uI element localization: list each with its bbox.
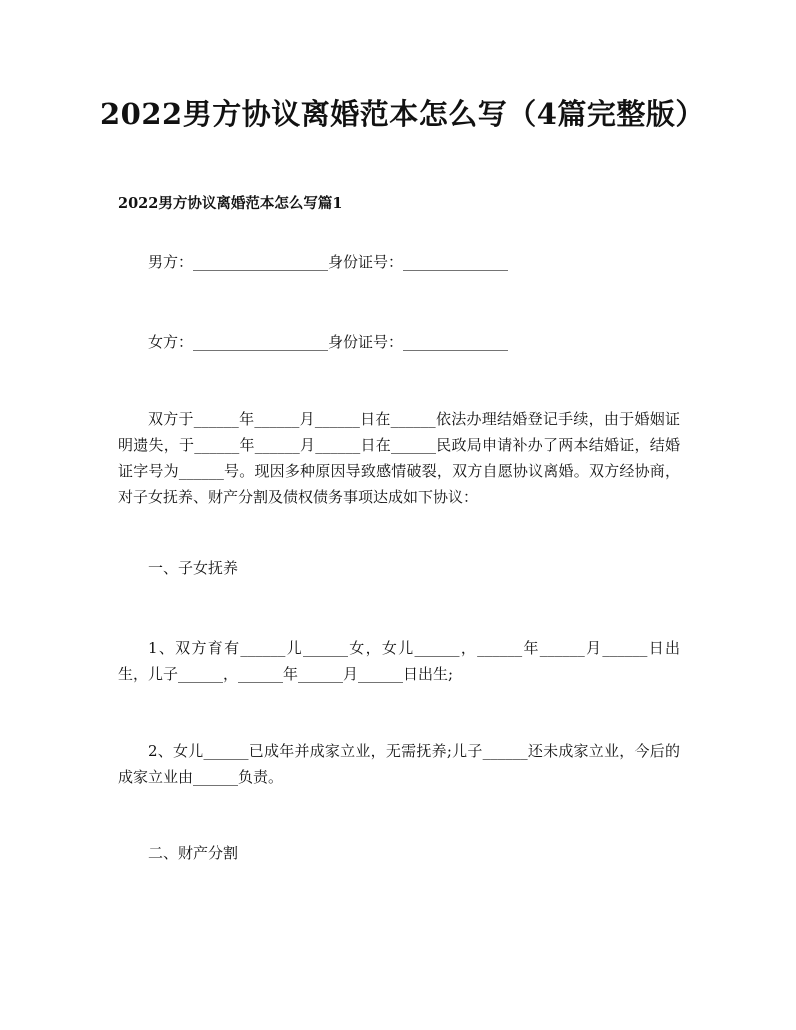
- child-custody-item-1: 1、双方育有______儿______女，女儿______，______年______月______日出生，儿子______，______年______月______日出生;: [118, 639, 680, 683]
- section-heading-child-custody: 一、子女抚养: [148, 559, 239, 577]
- document-title: 2022男方协议离婚范本怎么写（4篇完整版）: [100, 97, 705, 131]
- intro-paragraph: 双方于______年______月______日在______依法办理结婚登记手续，由于婚姻证明遗失，于______年______月______日在______民政局申请补办了两本结婚证，结婚证字号为______号。现因多种原因导致感情破裂，双方自愿协议离婚。双方经协商，对子女抚养、财产分割及债权债务事项达成如下协议：: [118, 410, 680, 506]
- female-info-line: 女方：__________________身份证号：______________: [148, 333, 509, 351]
- child-custody-item-2: 2、女儿______已成年并成家立业，无需抚养;儿子______还未成家立业，今后的成家立业由______负责。: [118, 742, 680, 786]
- document-subtitle: 2022男方协议离婚范本怎么写篇1: [118, 195, 343, 212]
- section-heading-property-division: 二、财产分割: [148, 844, 239, 862]
- male-info-line: 男方：__________________身份证号：______________: [148, 253, 509, 271]
